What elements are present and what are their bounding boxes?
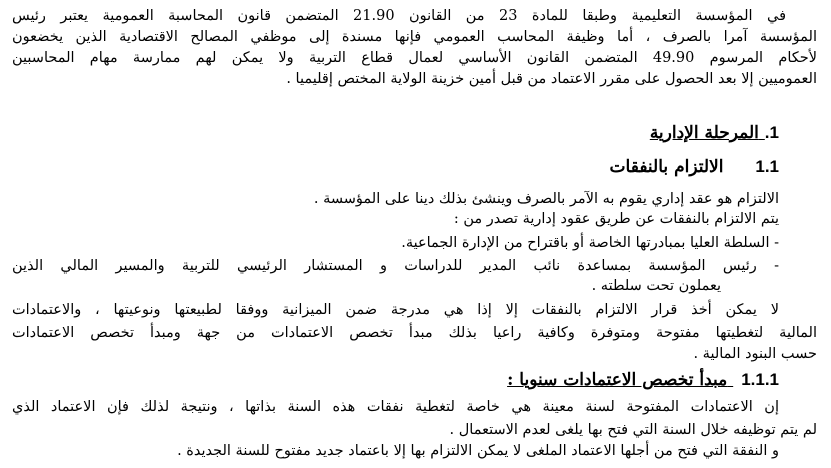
section-1-1-title: الالتزام بالنفقات	[609, 157, 724, 177]
section-1-1-1-title: مبدأ تخصص الاعتمادات سنويا :	[507, 370, 728, 390]
intro-line-4: العموميين إلا بعد الحصول على مقرر الاعتماد من قبل أمين خزينة الولاية المختص إقليميا .	[286, 71, 817, 87]
para3-line-3: و النفقة التي فتح من أجلها الاعتماد الملغى لا يمكن الالتزام بها إلا باعتماد جديد مفتوح للسنة الجديدة .	[177, 443, 779, 459]
section-1-1-1-number: 1.1.1	[741, 370, 779, 389]
intro-line-1: في المؤسسة التعليمية وطبقا للمادة 23 من القانون 21.90 المتضمن قانون المحاسبة العمومية يعتبر رئيس	[12, 8, 786, 24]
para3-line-1: إن الاعتمادات المفتوحة لسنة معينة هي خاصة لتغطية نفقات هذه السنة بذاتها ، ونتيجة لذلك فإن الاعتماد الذي	[12, 399, 779, 415]
para2-line-1: لا يمكن أخذ قرار الالتزام بالنفقات إلا إذا هي مدرجة ضمن الميزانية ووفقا لطبيعتها ونوعيتها ، والاعتمادات	[12, 302, 779, 318]
bullet-2-continuation: يعملون تحت سلطته .	[591, 278, 721, 294]
section-1-heading	[650, 124, 779, 142]
intro-line-3: لأحكام المرسوم 49.90 المتضمن القانون الأساسي لعمال قطاع التربية ولا يمكن لهم ممارسة مهام المحاسبين	[12, 50, 817, 66]
section-1-1-number: 1.1	[755, 157, 779, 176]
section-1-1-heading	[610, 158, 779, 176]
section-1-number: 1.	[764, 123, 779, 142]
para2-line-3: حسب البنود المالية .	[693, 346, 817, 362]
para1-line-2: يتم الالتزام بالنفقات عن طريق عقود إدارية تصدر من :	[453, 211, 779, 227]
para2-line-2: المالية لتغطيتها مفتوحة ومتوفرة وكافية راعيا بذلك مبدأ تخصص الاعتمادات من جهة ومبدأ تخصص الاعتمادات	[12, 325, 817, 341]
section-1-title: المرحلة الإدارية	[649, 123, 759, 143]
para1-line-1: الالتزام هو عقد إداري يقوم به الآمر بالصرف وينشئ بذلك دينا على المؤسسة .	[313, 191, 779, 207]
section-1-1-1-heading	[507, 371, 779, 389]
bullet-2: - رئيس المؤسسة بمساعدة نائب المدير للدراسات و المستشار الرئيسي للتربية والمسير المالي الذين	[12, 258, 779, 274]
intro-line-2: المؤسسة آمرا بالصرف ، أما وظيفة المحاسب العمومي فإنها مسندة إلى موظفي المصالح الاقتصادية الذين يخضعون	[12, 29, 817, 45]
bullet-1: - السلطة العليا بمبادرتها الخاصة أو باقتراح من الإدارة الجماعية.	[401, 235, 779, 251]
para3-line-2: لم يتم توظيفه خلال السنة التي فتح بها يلغى لعدم الاستعمال .	[449, 422, 817, 438]
